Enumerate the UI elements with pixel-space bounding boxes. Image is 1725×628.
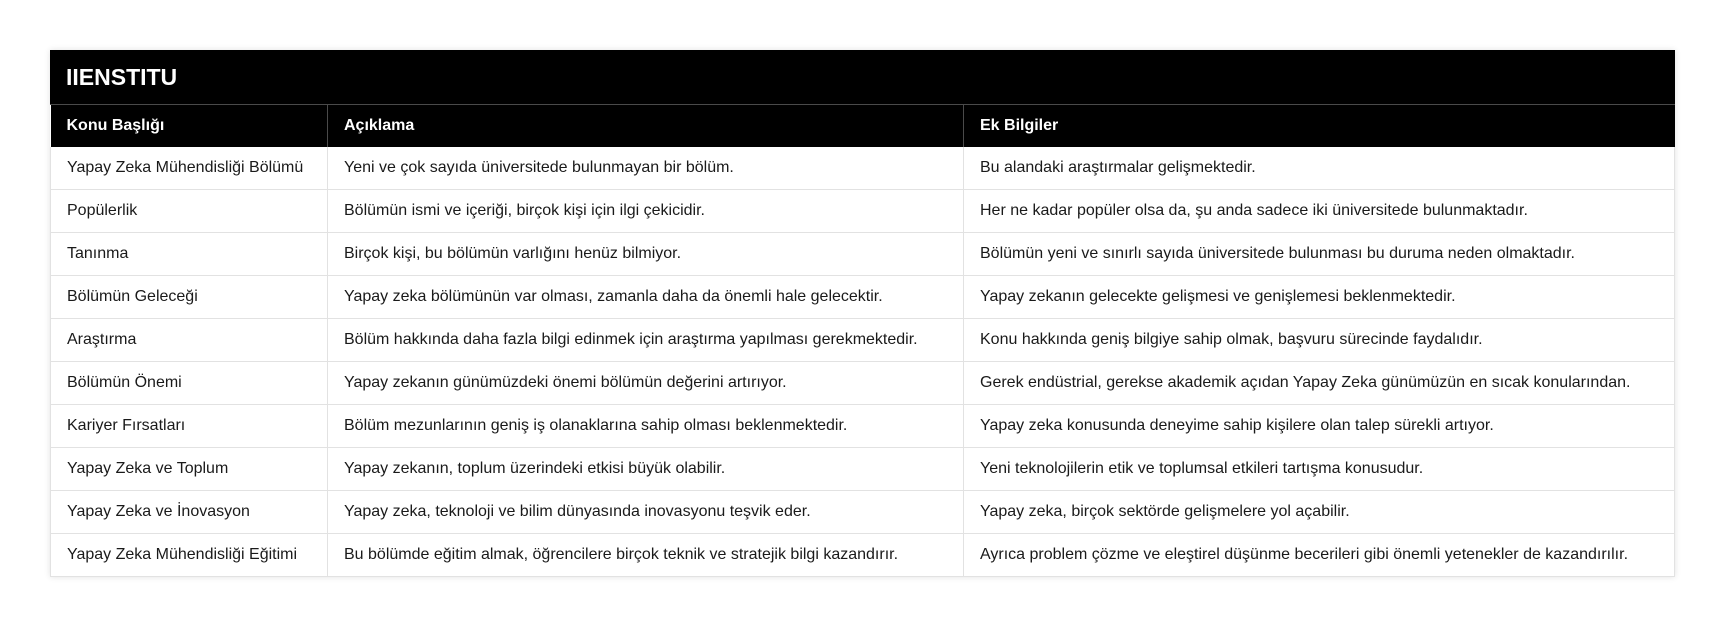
cell-extra-info: Bu alandaki araştırmalar gelişmektedir. [964,147,1675,190]
cell-extra-info: Yapay zekanın gelecekte gelişmesi ve genişlemesi beklenmektedir. [964,276,1675,319]
cell-extra-info: Bölümün yeni ve sınırlı sayıda üniversitede bulunması bu duruma neden olmaktadır. [964,233,1675,276]
table-row [51,190,1675,233]
column-header-topic: Konu Başlığı [51,105,328,147]
table-row [51,405,1675,448]
cell-description: Bölümün ismi ve içeriği, birçok kişi için ilgi çekicidir. [328,190,964,233]
cell-topic: Bölümün Geleceği [51,276,328,319]
table-body [51,147,1675,577]
data-table [50,105,1675,577]
cell-topic: Yapay Zeka Mühendisliği Bölümü [51,147,328,190]
cell-extra-info: Gerek endüstrial, gerekse akademik açıdan Yapay Zeka günümüzün en sıcak konularından. [964,362,1675,405]
cell-description: Yeni ve çok sayıda üniversitede bulunmayan bir bölüm. [328,147,964,190]
cell-description: Bu bölümde eğitim almak, öğrencilere birçok teknik ve stratejik bilgi kazandırır. [328,534,964,577]
cell-extra-info: Yeni teknolojilerin etik ve toplumsal etkileri tartışma konusudur. [964,448,1675,491]
cell-extra-info: Konu hakkında geniş bilgiye sahip olmak, başvuru sürecinde faydalıdır. [964,319,1675,362]
cell-extra-info: Her ne kadar popüler olsa da, şu anda sadece iki üniversitede bulunmaktadır. [964,190,1675,233]
cell-extra-info: Yapay zeka, birçok sektörde gelişmelere yol açabilir. [964,491,1675,534]
cell-topic: Araştırma [51,319,328,362]
cell-topic: Yapay Zeka Mühendisliği Eğitimi [51,534,328,577]
cell-description: Bölüm hakkında daha fazla bilgi edinmek için araştırma yapılması gerekmektedir. [328,319,964,362]
table-row [51,491,1675,534]
cell-extra-info: Yapay zeka konusunda deneyime sahip kişilere olan talep sürekli artıyor. [964,405,1675,448]
cell-topic: Kariyer Fırsatları [51,405,328,448]
header-row [51,105,1675,147]
cell-description: Bölüm mezunlarının geniş iş olanaklarına sahip olması beklenmektedir. [328,405,964,448]
cell-description: Yapay zekanın günümüzdeki önemi bölümün değerini artırıyor. [328,362,964,405]
cell-description: Yapay zeka, teknoloji ve bilim dünyasında inovasyonu teşvik eder. [328,491,964,534]
column-header-description: Açıklama [328,105,964,147]
cell-extra-info: Ayrıca problem çözme ve eleştirel düşünme becerileri gibi önemli yetenekler de kazandırılır. [964,534,1675,577]
cell-description: Yapay zeka bölümünün var olması, zamanla daha da önemli hale gelecektir. [328,276,964,319]
table-row [51,534,1675,577]
column-header-extra-info: Ek Bilgiler [964,105,1675,147]
table-row [51,362,1675,405]
cell-description: Birçok kişi, bu bölümün varlığını henüz bilmiyor. [328,233,964,276]
cell-topic: Bölümün Önemi [51,362,328,405]
table-row [51,233,1675,276]
table-header [51,105,1675,147]
table-row [51,448,1675,491]
cell-topic: Tanınma [51,233,328,276]
cell-description: Yapay zekanın, toplum üzerindeki etkisi büyük olabilir. [328,448,964,491]
table-row [51,147,1675,190]
table-row [51,276,1675,319]
table-row [51,319,1675,362]
info-table [50,50,1675,577]
cell-topic: Popülerlik [51,190,328,233]
cell-topic: Yapay Zeka ve İnovasyon [51,491,328,534]
table-title: IIENSTITU [50,50,1675,105]
cell-topic: Yapay Zeka ve Toplum [51,448,328,491]
